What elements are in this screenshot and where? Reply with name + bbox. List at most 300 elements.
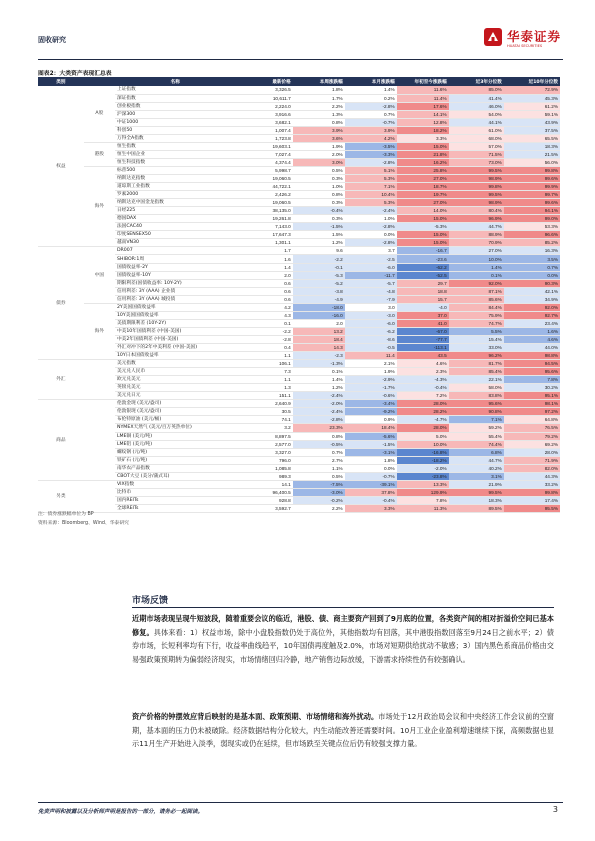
month-change-cell: 18.4%: [345, 424, 397, 432]
huatai-logo-icon: [483, 27, 503, 47]
ytd-change-cell: 28.2%: [397, 408, 449, 416]
logo-text-en: HUATAI SECURITIES: [507, 44, 543, 48]
table-row: [38, 279, 560, 287]
percentile-10y-cell: 44.3%: [504, 472, 560, 480]
percentile-10y-cell: 53.3%: [504, 223, 560, 231]
percentile-3y-cell: 99.5%: [449, 191, 504, 199]
ytd-change-cell: 43.5: [397, 352, 449, 360]
ytd-change-cell: 14.0%: [397, 207, 449, 215]
asset-name-cell: 铁矿石 (元/吨): [115, 456, 236, 464]
latest-price-cell: 1.6: [236, 255, 293, 263]
table-row: [38, 311, 560, 319]
percentile-3y-cell: 89.5%: [449, 504, 504, 512]
logo-text-cn: 华泰证券: [507, 29, 562, 44]
percentile-3y-cell: 96.9%: [449, 215, 504, 223]
asset-name-cell: 印度SENSEX50: [115, 231, 236, 239]
latest-price-cell: 2,426.2: [236, 191, 293, 199]
percentile-10y-cell: 44.0%: [504, 344, 560, 352]
latest-price-cell: 1.1: [236, 352, 293, 360]
week-change-cell: 1.7%: [293, 94, 345, 102]
latest-price-cell: 0.6: [236, 287, 293, 295]
percentile-3y-cell: 41.4%: [449, 94, 504, 102]
week-change-cell: 1.0%: [293, 183, 345, 191]
table-row: [38, 432, 560, 440]
asset-name-cell: 螺纹钢 (元/吨): [115, 448, 236, 456]
table-row: [38, 110, 560, 118]
percentile-10y-cell: 99.7%: [504, 191, 560, 199]
percentile-3y-cell: 44.7%: [449, 223, 504, 231]
month-change-cell: -39.1%: [345, 480, 397, 488]
month-change-cell: -1.7%: [345, 384, 397, 392]
asset-name-cell: 标普500: [115, 166, 236, 174]
table-row: [38, 496, 560, 504]
ytd-change-cell: 5.0%: [397, 432, 449, 440]
week-change-cell: -16.0: [293, 311, 345, 319]
ytd-change-cell: -5.3%: [397, 223, 449, 231]
latest-price-cell: 4,374.4: [236, 158, 293, 166]
month-change-cell: -3.4%: [345, 400, 397, 408]
month-change-cell: 0.2%: [345, 94, 397, 102]
percentile-3y-cell: 83.8%: [449, 392, 504, 400]
month-change-cell: -2.8%: [345, 223, 397, 231]
asset-name-cell: 美债期限利差 (10Y-2Y): [115, 319, 236, 327]
table-header-row: [38, 77, 560, 86]
percentile-3y-cell: 5.5%: [449, 327, 504, 335]
ytd-change-cell: -4.7%: [397, 416, 449, 424]
table-row: [38, 408, 560, 416]
percentile-3y-cell: 84.4%: [449, 303, 504, 311]
month-change-cell: 0.0%: [345, 231, 397, 239]
ytd-change-cell: 10.0%: [397, 440, 449, 448]
percentile-3y-cell: 54.0%: [449, 110, 504, 118]
percentile-3y-cell: 73.0%: [449, 158, 504, 166]
week-change-cell: 18.4: [293, 335, 345, 343]
table-row: [38, 303, 560, 311]
month-change-cell: -2.8%: [345, 102, 397, 110]
week-change-cell: 0.1%: [293, 368, 345, 376]
month-change-cell: 0.7%: [345, 110, 397, 118]
latest-price-cell: 4.3: [236, 311, 293, 319]
latest-price-cell: 106.1: [236, 360, 293, 368]
asset-name-cell: 创业板指数: [115, 102, 236, 110]
ytd-change-cell: 15.7: [397, 295, 449, 303]
table-row: [38, 118, 560, 126]
month-change-cell: -3.3%: [345, 150, 397, 158]
month-change-cell: -0.4%: [345, 496, 397, 504]
asset-name-cell: 美元指数: [115, 360, 236, 368]
table-row: [38, 166, 560, 174]
ytd-change-cell: 7.2%: [397, 392, 449, 400]
latest-price-cell: 14.1: [236, 480, 293, 488]
percentile-10y-cell: 82.0%: [504, 464, 560, 472]
asset-name-cell: 日经225: [115, 207, 236, 215]
ytd-change-cell: -16.8%: [397, 448, 449, 456]
ytd-change-cell: 11.3%: [397, 504, 449, 512]
percentile-10y-cell: 34.9%: [504, 295, 560, 303]
percentile-3y-cell: 59.2%: [449, 424, 504, 432]
table-row: [38, 126, 560, 134]
week-change-cell: 3.9%: [293, 126, 345, 134]
percentile-3y-cell: 22.1%: [449, 376, 504, 384]
latest-price-cell: 19,060.5: [236, 175, 293, 183]
month-change-cell: 7.1%: [345, 183, 397, 191]
week-change-cell: -4.9: [293, 295, 345, 303]
header-divider: [38, 59, 563, 60]
month-change-cell: 3.3%: [345, 504, 397, 512]
month-change-cell: 5.1%: [345, 166, 397, 174]
asset-name-cell: NYMEX天然气 (美元/百万英热单位): [115, 424, 236, 432]
percentile-3y-cell: 85.4%: [449, 368, 504, 376]
category-cell: 商品: [38, 400, 84, 480]
percentile-3y-cell: 98.9%: [449, 175, 504, 183]
percentile-3y-cell: 99.5%: [449, 166, 504, 174]
percentile-10y-cell: 94.1%: [504, 207, 560, 215]
header-3y-percentile: 近3年分位数: [449, 77, 504, 86]
percentile-10y-cell: 92.0%: [504, 303, 560, 311]
table-row: [38, 295, 560, 303]
asset-name-cell: 信用利差: 3Y (AAA) 城投债: [115, 295, 236, 303]
week-change-cell: 0.8%: [293, 118, 345, 126]
week-change-cell: 3.0%: [293, 158, 345, 166]
asset-name-cell: 欧元兑美元: [115, 376, 236, 384]
ytd-change-cell: -67.0: [397, 327, 449, 335]
page-number: 3: [552, 805, 558, 814]
table-row: [38, 424, 560, 432]
percentile-10y-cell: 30.2%: [504, 384, 560, 392]
ytd-change-cell: 7.8%: [397, 496, 449, 504]
month-change-cell: 11.4: [345, 352, 397, 360]
paragraph-1-body: 具体来看：1）权益市场，除中小盘股指数仍处于高位外，其他指数均有回落，其中港股指数回落至9月24日之前水平；2）债券市场，长短利率均有下行，收益率曲线趋平，10年国债再度触及2.0%，市场对短期供给扰动不敏感；3）国内黑色系商品价格由交易强政策预期转为偏弱经济现实，市场情绪回归冷静，地产销售边际放缓，下游需求持续性仍有较强确认。: [132, 627, 554, 664]
asset-name-cell: 德国DAX: [115, 215, 236, 223]
ytd-change-cell: 15.0%: [397, 239, 449, 247]
table-title: 图表2：大类资产表现汇总表: [38, 71, 112, 77]
asset-name-cell: 布伦特原油 (美元/桶): [115, 416, 236, 424]
latest-price-cell: 2,640.9: [236, 400, 293, 408]
table-row: [38, 416, 560, 424]
percentile-10y-cell: 23.4%: [504, 319, 560, 327]
asset-name-cell: CBOT大豆 (美分/蒲式耳): [115, 472, 236, 480]
header-10y-percentile: 近10年分位数: [504, 77, 560, 86]
month-change-cell: -1.5%: [345, 440, 397, 448]
header-ytd-change: 年初至今涨跌幅: [397, 77, 449, 86]
latest-price-cell: 30.5: [236, 408, 293, 416]
asset-name-cell: 伦敦银现 (美元/盎司): [115, 408, 236, 416]
percentile-10y-cell: 3.5%: [504, 255, 560, 263]
table-row: [38, 344, 560, 352]
month-change-cell: -2.5: [345, 255, 397, 263]
asset-name-cell: 信用利差: 3Y (AAA) 企业债: [115, 287, 236, 295]
week-change-cell: 2.7%: [293, 456, 345, 464]
percentile-10y-cell: 21.5%: [504, 150, 560, 158]
percentile-10y-cell: 45.3%: [504, 94, 560, 102]
header-subcategory: [84, 77, 115, 86]
percentile-3y-cell: 10.0%: [449, 255, 504, 263]
table-row: [38, 94, 560, 102]
table-row: [38, 480, 560, 488]
table-row: [38, 199, 560, 207]
asset-name-cell: 国债收益率-10Y: [115, 271, 236, 279]
asset-name-cell: 中美10年国债利差 (中国-美国): [115, 327, 236, 335]
ytd-change-cell: 13.3%: [397, 480, 449, 488]
subcategory-cell: [84, 360, 115, 400]
source-note: 资料来源：Bloomberg、Wind、华泰研究: [38, 521, 129, 526]
category-cell: 权益: [38, 86, 84, 247]
week-change-cell: -2.3: [293, 352, 345, 360]
latest-price-cell: 1.4: [236, 263, 293, 271]
asset-name-cell: 伦敦金现 (美元/盎司): [115, 400, 236, 408]
asset-name-cell: 恒生科技指数: [115, 158, 236, 166]
percentile-10y-cell: 95.1%: [504, 392, 560, 400]
month-change-cell: 5.3%: [345, 175, 397, 183]
month-change-cell: -2.8%: [345, 239, 397, 247]
latest-price-cell: 1,723.8: [236, 134, 293, 142]
month-change-cell: -2.9%: [345, 376, 397, 384]
week-change-cell: -5.2: [293, 279, 345, 287]
week-change-cell: 0.3%: [293, 175, 345, 183]
table-row: [38, 376, 560, 384]
month-change-cell: -3.5%: [345, 142, 397, 150]
percentile-10y-cell: 28.0%: [504, 448, 560, 456]
latest-price-cell: 3,327.0: [236, 448, 293, 456]
percentile-10y-cell: 1.6%: [504, 327, 560, 335]
latest-price-cell: 19,261.8: [236, 215, 293, 223]
latest-price-cell: 2,224.0: [236, 102, 293, 110]
asset-name-cell: 国债收益率-2Y: [115, 263, 236, 271]
asset-performance-table: [38, 77, 560, 513]
latest-price-cell: 928.8: [236, 496, 293, 504]
percentile-3y-cell: 27.0%: [449, 247, 504, 255]
month-change-cell: -5.6%: [345, 432, 397, 440]
table-row: [38, 142, 560, 150]
table-row: [38, 183, 560, 191]
percentile-10y-cell: 99.8%: [504, 488, 560, 496]
table-row: [38, 271, 560, 279]
week-change-cell: -0.4%: [293, 207, 345, 215]
percentile-3y-cell: 7.1%: [449, 416, 504, 424]
month-change-cell: 3.0: [345, 303, 397, 311]
footer-divider: [38, 802, 563, 803]
percentile-3y-cell: 58.0%: [449, 384, 504, 392]
percentile-3y-cell: 61.0%: [449, 126, 504, 134]
week-change-cell: -3.0%: [293, 488, 345, 496]
ytd-change-cell: 3.3%: [397, 134, 449, 142]
percentile-3y-cell: 46.0%: [449, 102, 504, 110]
paragraph-2-lead: 资产价格的钟摆效应背后映射的是基本面、政策预期、市场情绪和海外扰动。: [132, 712, 379, 721]
header-latest-price: 最新价格: [236, 77, 293, 86]
asset-name-cell: 上证指数: [115, 86, 236, 94]
latest-price-cell: -2.2: [236, 327, 293, 335]
week-change-cell: -2.8%: [293, 416, 345, 424]
week-change-cell: 0.8%: [293, 432, 345, 440]
percentile-10y-cell: 92.7%: [504, 311, 560, 319]
percentile-3y-cell: 75.9%: [449, 311, 504, 319]
percentile-10y-cell: 71.9%: [504, 456, 560, 464]
latest-price-cell: 7,143.0: [236, 223, 293, 231]
latest-price-cell: 7.3: [236, 368, 293, 376]
ytd-change-cell: 18.2%: [397, 126, 449, 134]
latest-price-cell: 17,647.3: [236, 231, 293, 239]
huatai-logo: [483, 25, 563, 55]
month-change-cell: -11.7: [345, 271, 397, 279]
percentile-10y-cell: 61.2%: [504, 102, 560, 110]
month-change-cell: 4.2%: [345, 134, 397, 142]
table-row: [38, 488, 560, 496]
percentile-10y-cell: 76.5%: [504, 424, 560, 432]
percentile-3y-cell: 99.8%: [449, 183, 504, 191]
ytd-change-cell: -23.8%: [397, 472, 449, 480]
week-change-cell: 9.6: [293, 247, 345, 255]
section-divider: [132, 607, 554, 608]
ytd-change-cell: 25.8%: [397, 166, 449, 174]
ytd-change-cell: 16.2%: [397, 158, 449, 166]
month-change-cell: 0.9%: [345, 416, 397, 424]
subcategory-cell: 海外: [84, 303, 115, 359]
percentile-3y-cell: 0.1%: [449, 271, 504, 279]
month-change-cell: -2.8%: [345, 158, 397, 166]
asset-name-cell: VIX指数: [115, 480, 236, 488]
month-change-cell: -0.7%: [345, 118, 397, 126]
table-row: [38, 360, 560, 368]
header-month-change: 本月涨跌幅: [345, 77, 397, 86]
ytd-change-cell: 15.0%: [397, 231, 449, 239]
asset-name-cell: 外汇对冲下的2年中美利差 (中国-美国): [115, 344, 236, 352]
percentile-10y-cell: 0.7%: [504, 263, 560, 271]
ytd-change-cell: 15.0%: [397, 142, 449, 150]
percentile-10y-cell: 95.6%: [504, 368, 560, 376]
latest-price-cell: 151.1: [236, 392, 293, 400]
subcategory-cell: A股: [84, 86, 115, 142]
week-change-cell: -3.8: [293, 287, 345, 295]
week-change-cell: 23.3%: [293, 424, 345, 432]
week-change-cell: 1.8%: [293, 86, 345, 94]
ytd-change-cell: -4.3%: [397, 376, 449, 384]
latest-price-cell: 1.1: [236, 376, 293, 384]
latest-price-cell: 1.7: [236, 247, 293, 255]
table-row: [38, 368, 560, 376]
ytd-change-cell: -23.6: [397, 255, 449, 263]
ytd-change-cell: 28.0%: [397, 424, 449, 432]
asset-name-cell: 美元兑人民币: [115, 368, 236, 376]
percentile-3y-cell: 74.7%: [449, 319, 504, 327]
month-change-cell: -7.9: [345, 295, 397, 303]
percentile-10y-cell: 33.2%: [504, 480, 560, 488]
week-change-cell: 0.3%: [293, 215, 345, 223]
asset-name-cell: 恒生指数: [115, 142, 236, 150]
asset-name-cell: 沪深300: [115, 110, 236, 118]
week-change-cell: 14.3: [293, 344, 345, 352]
month-change-cell: -0.6%: [345, 392, 397, 400]
latest-price-cell: 8,897.5: [236, 432, 293, 440]
ytd-change-cell: -62.2: [397, 263, 449, 271]
month-change-cell: 37.8%: [345, 488, 397, 496]
percentile-10y-cell: 7.8%: [504, 376, 560, 384]
ytd-change-cell: 11.6%: [397, 86, 449, 94]
percentile-3y-cell: 1.4%: [449, 263, 504, 271]
table-row: [38, 215, 560, 223]
month-change-cell: -6.2: [345, 327, 397, 335]
week-change-cell: 2.0: [293, 319, 345, 327]
table-row: [38, 440, 560, 448]
week-change-cell: -2.2: [293, 255, 345, 263]
ytd-change-cell: -113.1: [397, 344, 449, 352]
month-change-cell: 3.9%: [345, 126, 397, 134]
percentile-3y-cell: 15.4%: [449, 335, 504, 343]
header-week-change: 本周涨跌幅: [293, 77, 345, 86]
asset-name-cell: 全球REITs: [115, 504, 236, 512]
week-change-cell: -1.3%: [293, 360, 345, 368]
table-row: [38, 247, 560, 255]
ytd-change-cell: 41.0: [397, 319, 449, 327]
percentile-10y-cell: 99.8%: [504, 166, 560, 174]
report-type-label: 固收研究: [38, 36, 66, 44]
month-change-cell: -8.6: [345, 335, 397, 343]
asset-name-cell: LME铝 (美元/吨): [115, 440, 236, 448]
table-row: [38, 134, 560, 142]
ytd-change-cell: -4.0: [397, 303, 449, 311]
percentile-10y-cell: 95.5%: [504, 504, 560, 512]
percentile-10y-cell: 0.0%: [504, 271, 560, 279]
percentile-3y-cell: 74.4%: [449, 440, 504, 448]
asset-name-cell: 南华农产品指数: [115, 464, 236, 472]
week-change-cell: 0.3%: [293, 199, 345, 207]
percentile-3y-cell: 70.9%: [449, 239, 504, 247]
week-change-cell: 1.9%: [293, 142, 345, 150]
percentile-3y-cell: 88.9%: [449, 231, 504, 239]
percentile-10y-cell: 99.0%: [504, 215, 560, 223]
week-change-cell: 3.6%: [293, 134, 345, 142]
paragraph-market-overview: [132, 612, 554, 666]
percentile-3y-cell: 99.5%: [449, 488, 504, 496]
table-row: [38, 472, 560, 480]
percentile-10y-cell: 18.3%: [504, 142, 560, 150]
percentile-10y-cell: 64.8%: [504, 416, 560, 424]
header-name: 名称: [115, 77, 236, 86]
percentile-10y-cell: 56.0%: [504, 158, 560, 166]
percentile-10y-cell: 17.4%: [504, 496, 560, 504]
week-change-cell: -0.2%: [293, 496, 345, 504]
ytd-change-cell: -18.2%: [397, 456, 449, 464]
month-change-cell: -3.1%: [345, 448, 397, 456]
table-row: [38, 255, 560, 263]
week-change-cell: 1.1%: [293, 464, 345, 472]
subcategory-cell: 港股: [84, 142, 115, 166]
percentile-3y-cell: 96.2%: [449, 352, 504, 360]
month-change-cell: 2.1%: [345, 360, 397, 368]
asset-name-cell: 科创50: [115, 126, 236, 134]
latest-price-cell: 44,722.1: [236, 183, 293, 191]
percentile-3y-cell: 85.0%: [449, 86, 504, 94]
table-row: [38, 158, 560, 166]
latest-price-cell: 19,060.5: [236, 199, 293, 207]
latest-price-cell: 0.1: [236, 319, 293, 327]
ytd-change-cell: 18.8: [397, 287, 449, 295]
asset-name-cell: DR007: [115, 247, 236, 255]
latest-price-cell: 2.0: [236, 271, 293, 279]
month-change-cell: 1.0%: [345, 215, 397, 223]
subcategory-cell: [84, 480, 115, 512]
category-cell: 外汇: [38, 360, 84, 400]
latest-price-cell: 2,577.0: [236, 440, 293, 448]
table-row: [38, 327, 560, 335]
ytd-change-cell: 29.7: [397, 279, 449, 287]
category-cell: 债券: [38, 247, 84, 360]
percentile-10y-cell: 16.3%: [504, 247, 560, 255]
percentile-3y-cell: 44.1%: [449, 118, 504, 126]
table-row: [38, 504, 560, 512]
month-change-cell: 0.0%: [345, 464, 397, 472]
week-change-cell: 2.0%: [293, 150, 345, 158]
asset-name-cell: 中证1000: [115, 118, 236, 126]
